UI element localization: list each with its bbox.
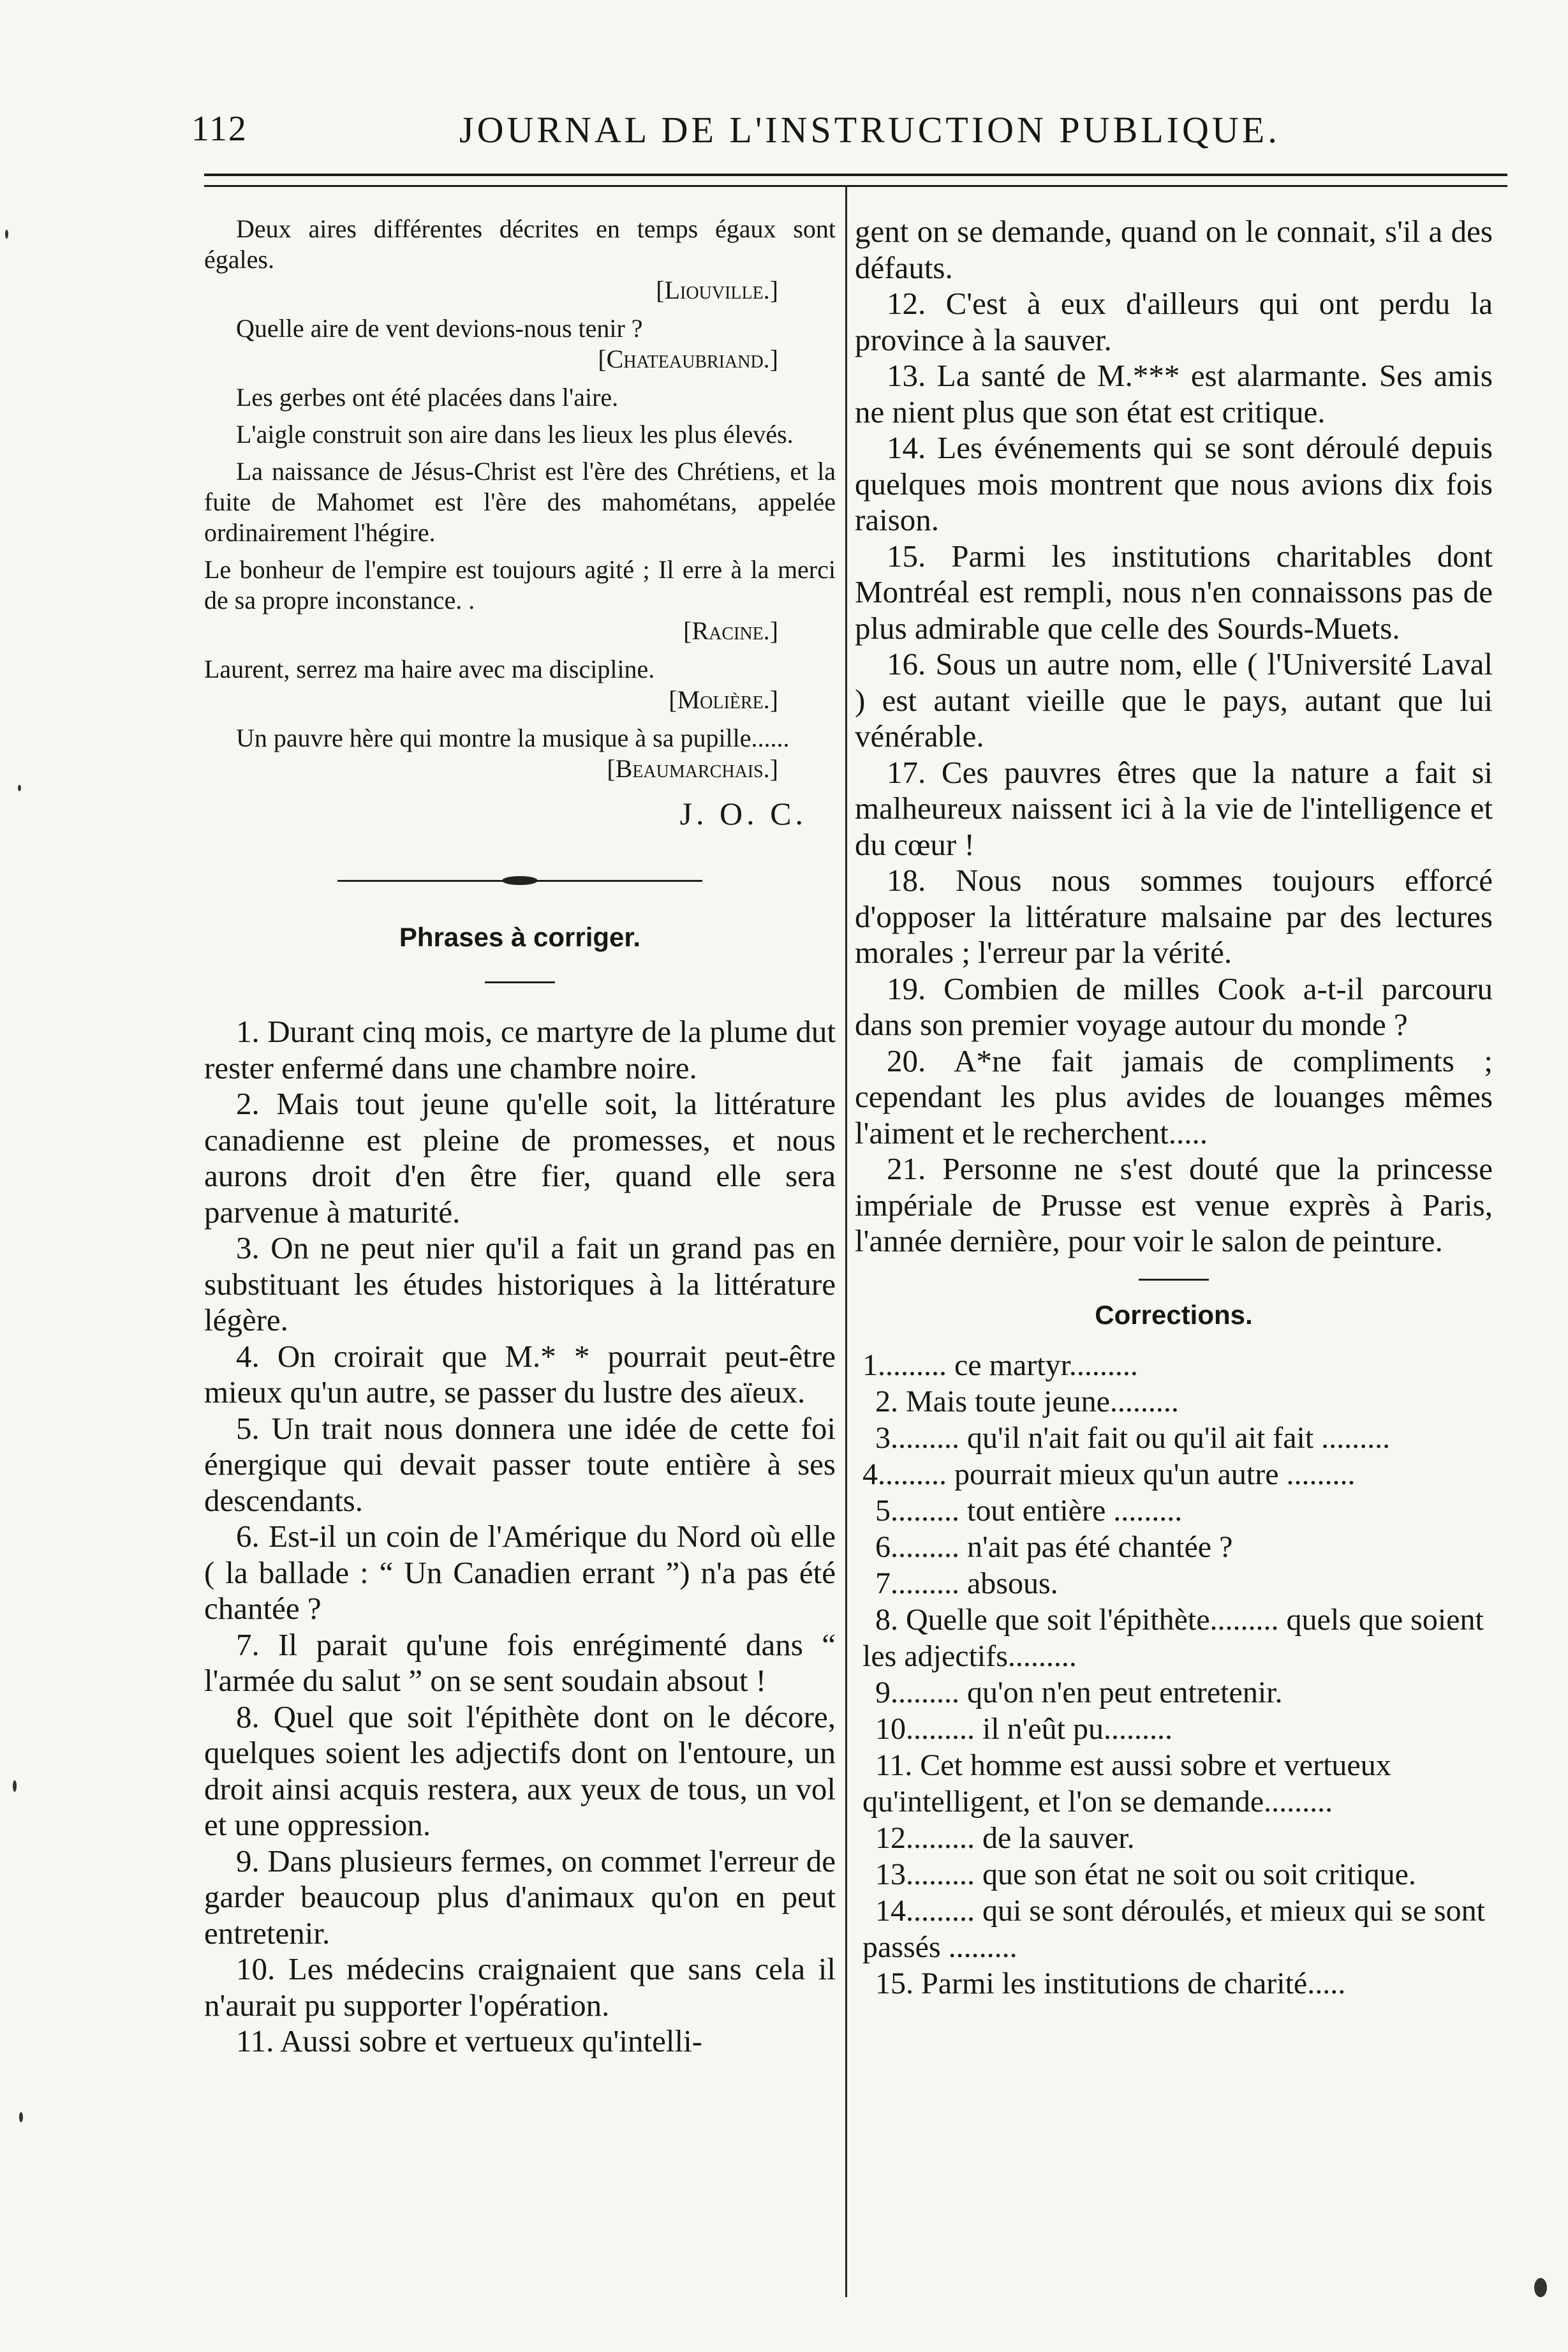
- phrase-item: 8. Quel que soit l'épithète dont on le décore, quelques soient les adjectifs dont on l'entoure, un droit ainsi acquis restera, aux yeux de tous, un vol et une oppression.: [204, 1699, 836, 1842]
- quote-source: [Liouville.]: [656, 276, 778, 304]
- phrase-item: 13. La santé de M.*** est alarmante. Ses amis ne nient plus que son état est critique.: [855, 358, 1493, 429]
- journal-title: JOURNAL DE L'INSTRUCTION PUBLIQUE.: [459, 109, 1280, 151]
- column-divider: [845, 185, 847, 2297]
- phrase-item: 11. Aussi sobre et vertueux qu'intelli-: [236, 2023, 703, 2058]
- quote-source: [Racine.]: [683, 616, 778, 645]
- print-speck: [13, 1780, 17, 1792]
- phrase-item: 4. On croirait que M.* * pourrait peut-être mieux qu'un autre, se passer du lustre des aïeux.: [204, 1338, 836, 1410]
- quote-source: [Chateaubriand.]: [598, 345, 778, 373]
- phrase-item: 3. On ne peut nier qu'il a fait un grand pas en substituant les études historiques à la littérature légère.: [204, 1230, 836, 1337]
- phrase-item: 16. Sous un autre nom, elle ( l'Université Laval ) est autant vieille que le pays, autant que lui vénérable.: [855, 646, 1493, 754]
- quote-text: Laurent, serrez ma haire avec ma discipline.: [204, 655, 655, 683]
- correction-item: 11. Cet homme est aussi sobre et vertueux qu'intelligent, et l'on se demande.........: [862, 1748, 1399, 1819]
- print-speck: [19, 2112, 23, 2122]
- heading-rule: [485, 981, 555, 983]
- corrections-heading: Corrections.: [1095, 1299, 1253, 1330]
- correction-item: 4......... pourrait mieux qu'un autre .........: [862, 1457, 1356, 1491]
- print-speck: [18, 785, 21, 791]
- quote-text: Quelle aire de vent devions-nous tenir ?: [236, 314, 643, 343]
- corrections-list: [855, 1347, 1493, 2002]
- phrase-item: 17. Ces pauvres êtres que la nature a fait si malheureux naissent ici à la vie de l'intelligence et du cœur !: [855, 754, 1493, 862]
- phrase-item: 15. Parmi les institutions charitables dont Montréal est rempli, nous n'en connaissons pas de plus admirable que celle des Sourds-Muets.: [855, 538, 1493, 646]
- quote-text: L'aigle construit son aire dans les lieux les plus élevés.: [236, 420, 794, 449]
- print-speck: [5, 230, 8, 239]
- correction-item: 3......... qu'il n'ait fait ou qu'il ait fait .........: [875, 1420, 1391, 1455]
- header-rule-thin: [204, 185, 1507, 187]
- correction-item: 13......... que son état ne soit ou soit critique.: [875, 1857, 1416, 1891]
- signature: J. O. C.: [679, 796, 807, 831]
- running-head: [191, 108, 1507, 160]
- phrase-item: 9. Dans plusieurs fermes, on commet l'erreur de garder beaucoup plus d'animaux qu'on en peut entretenir.: [204, 1843, 836, 1951]
- correction-item: 15. Parmi les institutions de charité.....: [875, 1966, 1346, 2000]
- ornament-line: [337, 880, 503, 882]
- phrases-heading: Phrases à corriger.: [399, 922, 641, 952]
- phrase-item: 21. Personne ne s'est douté que la princesse impériale de Prusse est venue exprès à Paris, l'année dernière, pour voir le salon de peinture.: [855, 1151, 1493, 1258]
- correction-item: 1......... ce martyr.........: [862, 1348, 1138, 1382]
- right-column: [855, 214, 1493, 2002]
- phrase-item: 12. C'est à eux d'ailleurs qui ont perdu la province à la sauver.: [855, 286, 1493, 357]
- section-ornament: [204, 876, 836, 885]
- quote-source: [Beaumarchais.]: [607, 754, 778, 783]
- phrase-item: 2. Mais tout jeune qu'elle soit, la littérature canadienne est pleine de promesses, et nous aurons droit d'en être fier, quand elle sera parvenue à maturité.: [204, 1086, 836, 1230]
- phrase-item: 18. Nous nous sommes toujours efforcé d'opposer la littérature malsaine par des lectures morales ; l'erreur par la vérité.: [855, 863, 1493, 970]
- correction-item: 2. Mais toute jeune.........: [875, 1384, 1179, 1418]
- correction-item: 9......... qu'on n'en peut entretenir.: [875, 1675, 1283, 1709]
- quote-source: [Molière.]: [669, 685, 778, 714]
- phrase-item: 20. A*ne fait jamais de compliments ; cependant les plus avides de louanges mêmes l'aiment et le recherchent.....: [855, 1043, 1493, 1150]
- correction-item: 6......... n'ait pas été chantée ?: [875, 1530, 1233, 1564]
- phrase-item: 1. Durant cinq mois, ce martyre de la plume dut rester enfermé dans une chambre noire.: [204, 1014, 836, 1085]
- print-speck: [1534, 2278, 1547, 2297]
- correction-item: 12......... de la sauver.: [875, 1820, 1135, 1855]
- ornament-line: [536, 880, 702, 882]
- phrase-item: 6. Est-il un coin de l'Amérique du Nord où elle ( la ballade : “ Un Canadien errant ”) n'a pas été chantée ?: [204, 1519, 836, 1626]
- quote-text: La naissance de Jésus-Christ est l'ère des Chrétiens, et la fuite de Mahomet est l'ère des mahométans, appelée ordinairement l'hégire.: [204, 457, 836, 547]
- phrase-item: 10. Les médecins craignaient que sans cela il n'aurait pu supporter l'opération.: [204, 1951, 836, 2023]
- phrase-item: 19. Combien de milles Cook a-t-il parcouru dans son premier voyage autour du monde ?: [855, 971, 1493, 1042]
- phrase-continuation: gent on se demande, quand on le connait, s'il a des défauts.: [855, 214, 1493, 285]
- quote-text: Le bonheur de l'empire est toujours agité ; Il erre à la merci de sa propre inconstance. .: [204, 555, 836, 614]
- page-number: 112: [191, 109, 248, 149]
- correction-item: 7......... absous.: [875, 1566, 1058, 1600]
- header-rule-thick: [204, 174, 1507, 176]
- correction-item: 8. Quelle que soit l'épithète......... quels que soient les adjectifs.........: [862, 1602, 1491, 1673]
- quote-text: Les gerbes ont été placées dans l'aire.: [236, 383, 619, 412]
- correction-item: 10......... il n'eût pu.........: [875, 1711, 1172, 1746]
- ornament-center: [502, 876, 538, 885]
- phrase-item: 5. Un trait nous donnera une idée de cette foi énergique qui devait passer toute entière à ses descendants.: [204, 1410, 836, 1518]
- correction-item: 14......... qui se sont déroulés, et mieux qui se sont passés .........: [862, 1893, 1493, 1964]
- left-column: [204, 214, 836, 2060]
- phrase-item: 7. Il parait qu'une fois enrégimenté dans “ l'armée du salut ” on se sent soudain absout !: [204, 1626, 836, 1698]
- correction-item: 5......... tout entière .........: [875, 1493, 1183, 1528]
- phrase-item: 14. Les événements qui se sont déroulé depuis quelques mois montrent que nous avions dix fois raison.: [855, 430, 1493, 537]
- heading-rule: [1139, 1279, 1209, 1281]
- quote-text: Un pauvre hère qui montre la musique à sa pupille......: [236, 724, 790, 752]
- quote-text: Deux aires différentes décrites en temps égaux sont égales.: [204, 214, 836, 274]
